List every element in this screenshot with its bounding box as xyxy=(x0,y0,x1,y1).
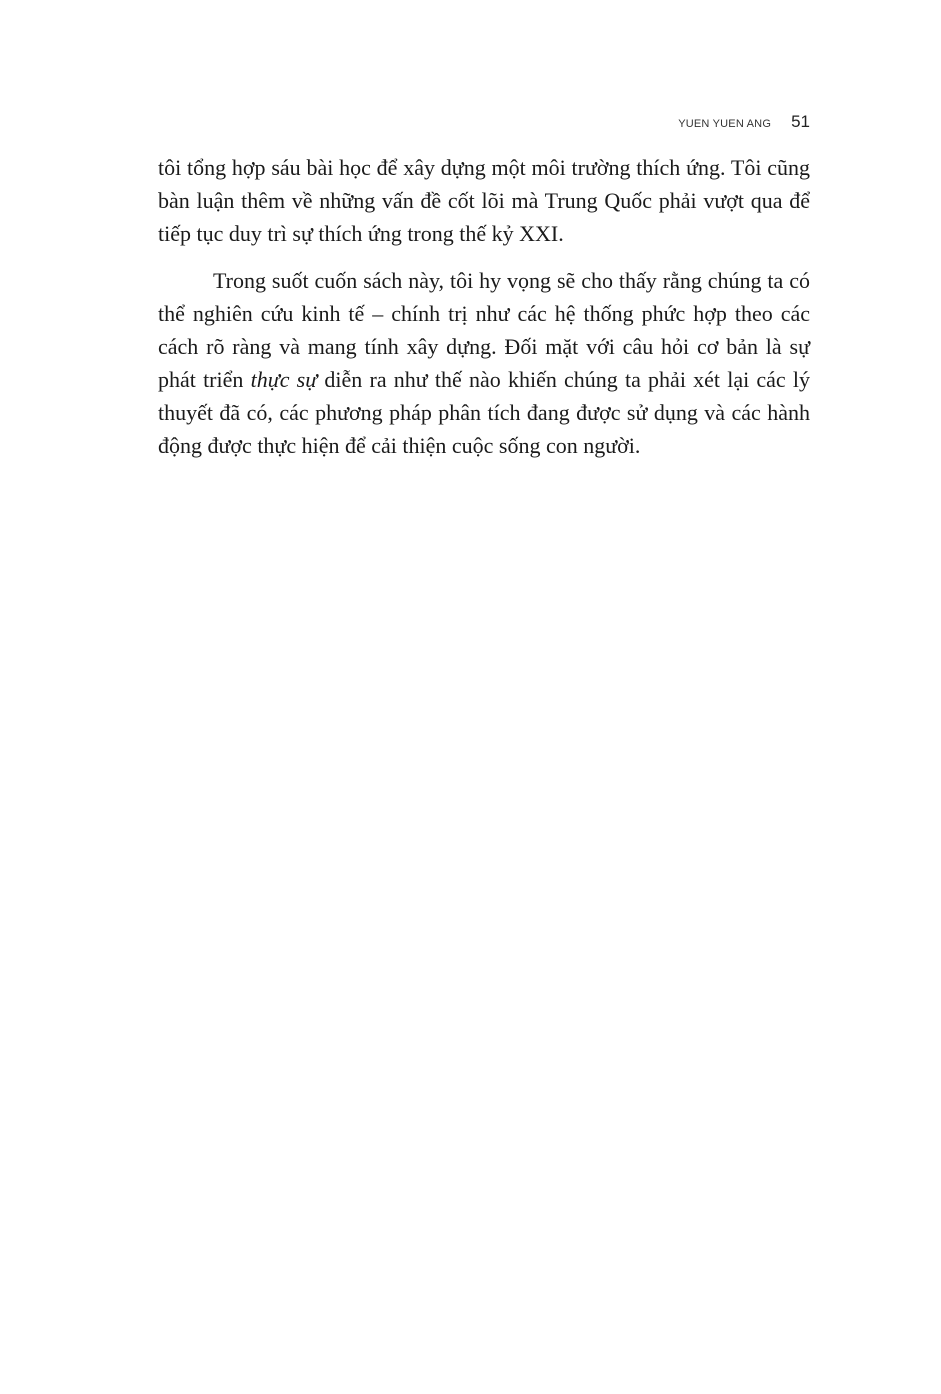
paragraph-2-text-start: Trong suốt cuốn sách này, tôi hy vọng sẽ cho thấy rằng chúng ta có thể nghiên cứu kinh tế – chính trị như các hệ thống phức hợp theo các cách rõ ràng và mang tính xây dựng. Đối mặt với câu hỏi cơ bản là sự phát triển xyxy=(158,268,810,392)
running-header-author: YUEN YUEN ANG xyxy=(678,118,772,130)
paragraph-2 xyxy=(158,264,810,462)
paragraph-1: tôi tổng hợp sáu bài học để xây dựng một môi trường thích ứng. Tôi cũng bàn luận thêm về những vấn đề cốt lõi mà Trung Quốc phải vượt qua để tiếp tục duy trì sự thích ứng trong thế kỷ XXI. xyxy=(158,155,810,246)
paragraph-2-text-end: diễn ra như thế nào khiến chúng ta phải xét lại các lý thuyết đã có, các phương pháp phân tích đang được sử dụng và các hành động được thực hiện để cải thiện cuộc sống con người. xyxy=(158,367,810,458)
page-number: 51 xyxy=(791,112,810,131)
body-text xyxy=(158,151,810,462)
running-header xyxy=(678,112,810,132)
paragraph-2-emphasis: thực sự xyxy=(250,367,318,392)
